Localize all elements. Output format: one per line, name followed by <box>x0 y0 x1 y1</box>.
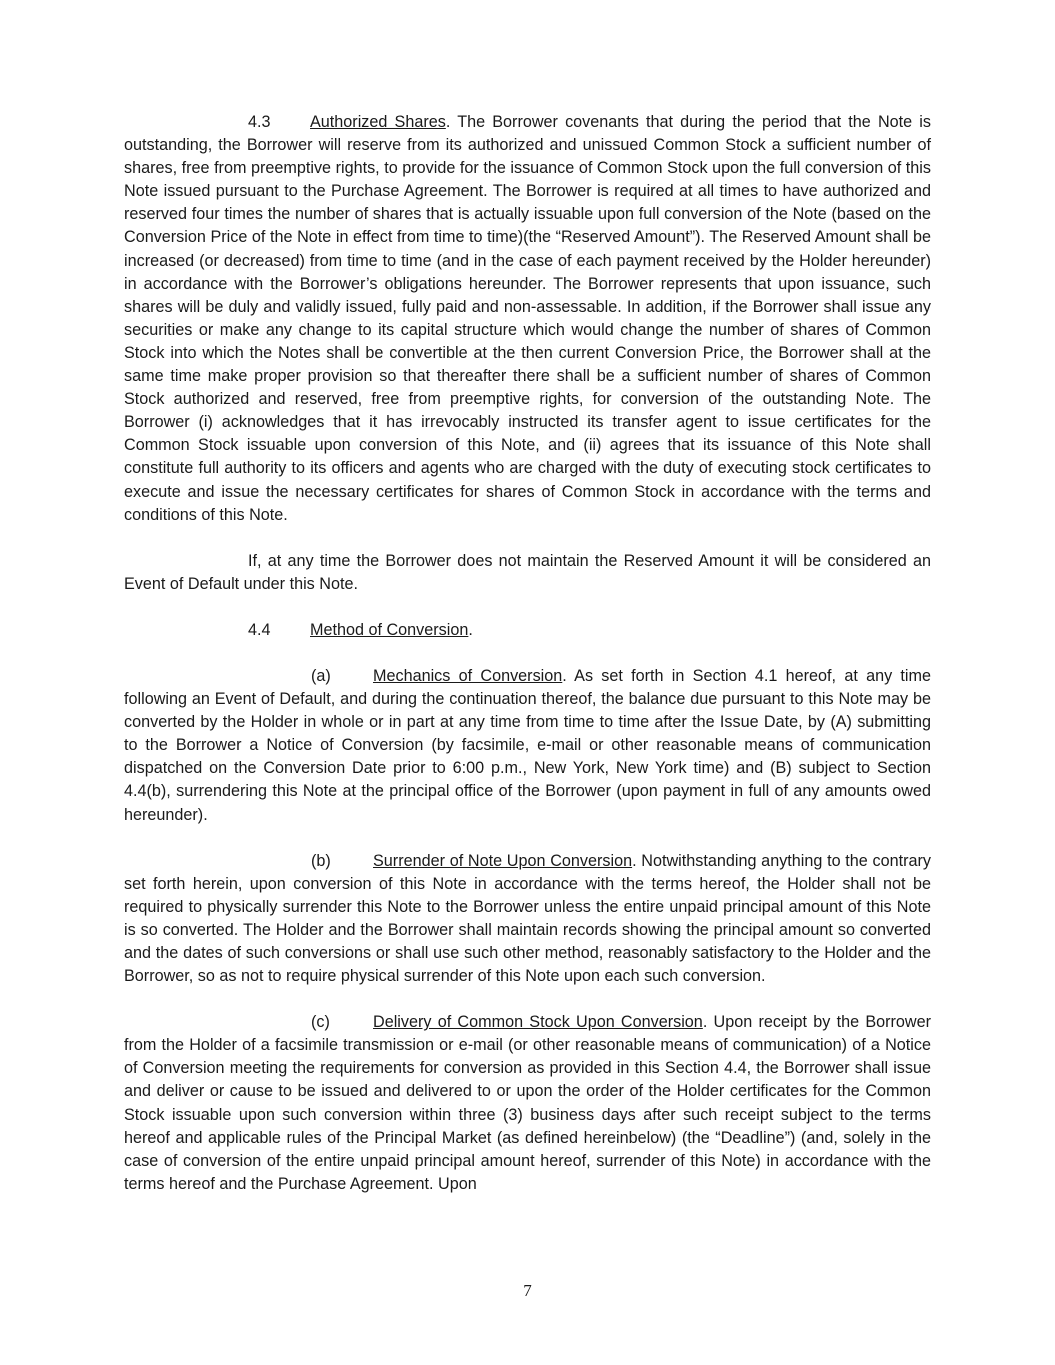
subsection-body: . Upon receipt by the Borrower from the Holder of a facsimile transmission or e-mail (or other reasonable means of communication) of a Notice of Conversion meeting the requirements for conversion as provided in this Section 4.4, the Borrower shall issue and deliver or cause to be issued and delivered to or upon the order of the Holder certificates for the Common Stock issuable upon such conversion within three (3) business days after such receipt subject to the terms hereof and applicable rules of the Principal Market (as defined hereinbelow) (the “Deadline”) (and, solely in the case of conversion of the entire unpaid principal amount hereof, surrender of this Note) in accordance with the terms hereof and the Purchase Agreement. Upon <box>124 1013 931 1193</box>
section-body: . The Borrower covenants that during the period that the Note is outstanding, the Borrower will reserve from its authorized and unissued Common Stock a sufficient number of shares, free from preemptive rights, to provide for the issuance of Common Stock upon the full conversion of this Note issued pursuant to the Purchase Agreement. The Borrower is required at all times to have authorized and reserved four times the number of shares that is actually issuable upon full conversion of the Note (based on the Conversion Price of the Note in effect from time to time)(the “Reserved Amount”). The Reserved Amount shall be increased (or decreased) from time to time (and in the case of each payment received by the Holder hereunder) in accordance with the Borrower’s obligations hereunder. The Borrower represents that upon issuance, such shares will be duly and validly issued, fully paid and non-assessable. In addition, if the Borrower shall issue any securities or make any change to its capital structure which would change the number of shares of Common Stock into which the Notes shall be convertible at the then current Conversion Price, the Borrower shall at the same time make proper provision so that thereafter there shall be a sufficient number of shares of Common Stock authorized and reserved, free from preemptive rights, for conversion of the outstanding Note. The Borrower (i) acknowledges that it has irrevocably instructed its transfer agent to issue certificates for the Common Stock issuable upon conversion of this Note, and (ii) agrees that its issuance of this Note shall constitute full authority to its officers and agents who are charged with the duty of executing stock certificates to execute and issue the necessary certificates for shares of Common Stock in accordance with the terms and conditions of this Note. <box>124 113 931 524</box>
page-number: 7 <box>523 1281 532 1300</box>
section-4-4-heading <box>124 619 931 642</box>
subsection-body: . Notwithstanding anything to the contrary set forth herein, upon conversion of this Note in accordance with the terms hereof, the Holder shall not be required to physically surrender this Note to the Borrower unless the entire unpaid principal amount of this Note is so converted. The Holder and the Borrower shall maintain records showing the principal amount so converted and the dates of such conversions or shall use such other method, reasonably satisfactory to the Holder and the Borrower, so as not to require physical surrender of this Note upon each such conversion. <box>124 851 931 986</box>
subsection-number: (c) <box>311 1013 330 1032</box>
subsection-c-paragraph <box>124 1011 931 1196</box>
section-4-3-paragraph <box>124 111 931 527</box>
document-page <box>124 111 931 1219</box>
subsection-number: (a) <box>311 666 331 685</box>
section-number: 4.3 <box>248 113 271 131</box>
subsection-title: Surrender of Note Upon Conversion <box>373 851 633 870</box>
subsection-b-paragraph <box>124 850 931 989</box>
subsection-body: . As set forth in Section 4.1 hereof, at any time following an Event of Default, and during the continuation thereof, the balance due pursuant to this Note may be converted by the Holder in whole or in part at any time from time to time after the Issue Date, by (A) submitting to the Borrower a Notice of Conversion (by facsimile, e-mail or other reasonable means of communication dispatched on the Conversion Date prior to 6:00 p.m., New York, New York time) and (B) subject to Section 4.4(b), surrendering this Note at the principal office of the Borrower (upon payment in full of any amounts owed hereunder). <box>124 666 932 824</box>
subsection-title: Delivery of Common Stock Upon Conversion <box>373 1013 703 1032</box>
section-number: 4.4 <box>248 620 271 639</box>
reserved-amount-default-paragraph: If, at any time the Borrower does not maintain the Reserved Amount it will be considered an Event of Default under this Note. <box>124 551 931 593</box>
section-title: Method of Conversion <box>310 620 469 639</box>
section-title-suffix: . <box>468 620 473 639</box>
subsection-a-paragraph <box>124 665 931 827</box>
subsection-title: Mechanics of Conversion <box>373 666 563 685</box>
subsection-number: (b) <box>311 851 331 870</box>
section-title: Authorized Shares <box>310 113 446 131</box>
